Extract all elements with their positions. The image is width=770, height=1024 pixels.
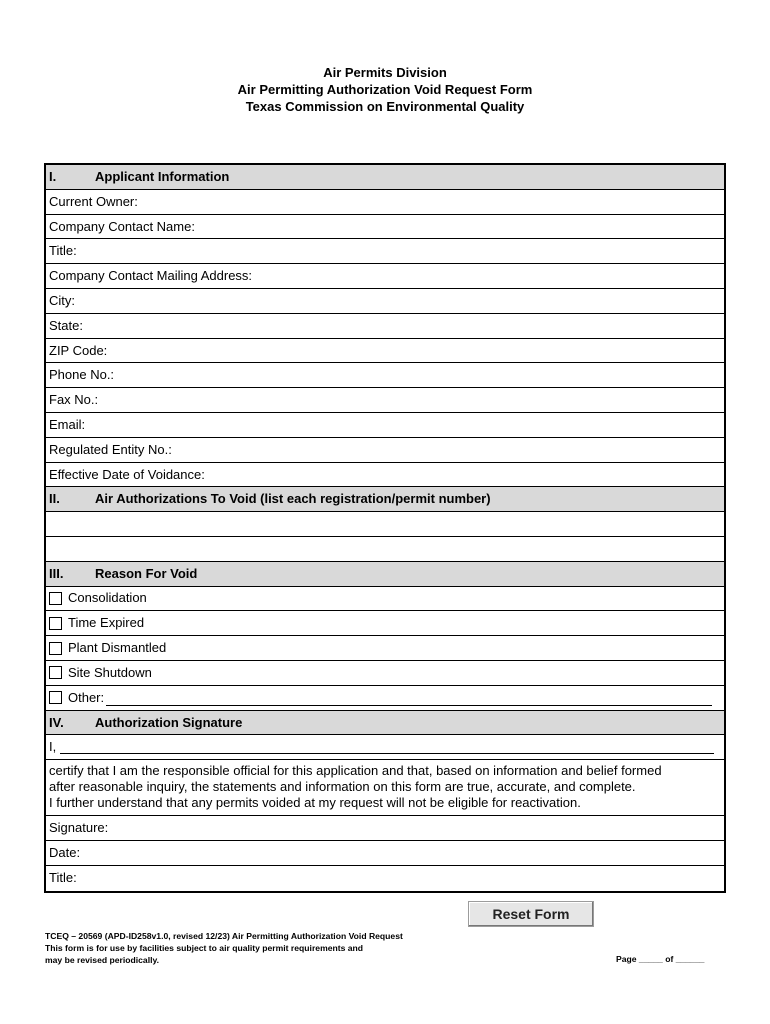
signature-field[interactable]: Signature: bbox=[46, 816, 724, 841]
page-number: Page _____ of ______ bbox=[616, 954, 705, 964]
checkbox-label: Other: bbox=[68, 689, 105, 705]
certification-line: I further understand that any permits voided at my request will not be eligible for reactivation. bbox=[49, 795, 581, 811]
section-applicant-information bbox=[46, 165, 724, 190]
regulated-entity-field[interactable]: Regulated Entity No.: bbox=[46, 438, 724, 463]
form-id-line: TCEQ – 20569 (APD-ID258v1.0, revised 12/23) Air Permitting Authorization Void Request bbox=[45, 931, 403, 941]
time-expired-checkbox[interactable] bbox=[49, 617, 62, 630]
fax-field[interactable]: Fax No.: bbox=[46, 388, 724, 413]
footer-note-line: may be revised periodically. bbox=[45, 955, 160, 965]
footer-note-line: This form is for use by facilities subject to air quality permit requirements and bbox=[45, 943, 364, 953]
checkbox-label: Consolidation bbox=[68, 590, 147, 606]
site-shutdown-checkbox[interactable] bbox=[49, 666, 62, 679]
authorization-entry-2[interactable] bbox=[46, 537, 724, 562]
reason-other bbox=[46, 686, 724, 711]
checkbox-label: Site Shutdown bbox=[68, 664, 152, 680]
form-title: Air Permitting Authorization Void Request Form bbox=[237, 82, 533, 97]
section-reason-for-void bbox=[46, 562, 724, 587]
plant-dismantled-checkbox[interactable] bbox=[49, 642, 62, 655]
reason-consolidation bbox=[46, 587, 724, 612]
title-field[interactable]: Title: bbox=[46, 239, 724, 264]
division-title: Air Permits Division bbox=[323, 65, 447, 80]
consolidation-checkbox[interactable] bbox=[49, 592, 62, 605]
signer-title-field[interactable]: Title: bbox=[49, 869, 77, 885]
effective-date-field[interactable]: Effective Date of Voidance: bbox=[46, 463, 724, 488]
city-field[interactable]: City: bbox=[46, 289, 724, 314]
other-checkbox[interactable] bbox=[49, 691, 62, 704]
section-title: Applicant Information bbox=[95, 169, 230, 184]
responsible-official-row bbox=[46, 735, 724, 760]
phone-field[interactable]: Phone No.: bbox=[46, 363, 724, 388]
other-reason-input[interactable] bbox=[106, 689, 712, 706]
section-authorization-signature bbox=[46, 711, 724, 736]
form-header bbox=[0, 64, 770, 115]
agency-title: Texas Commission on Environmental Quality bbox=[245, 99, 525, 114]
company-contact-name-field[interactable]: Company Contact Name: bbox=[46, 215, 724, 240]
section-number: II. bbox=[49, 491, 60, 507]
state-field[interactable]: State: bbox=[46, 314, 724, 339]
reset-form-button[interactable]: Reset Form bbox=[468, 901, 594, 927]
checkbox-label: Time Expired bbox=[68, 615, 145, 631]
certification-statement bbox=[46, 760, 724, 816]
mailing-address-field[interactable]: Company Contact Mailing Address: bbox=[46, 264, 724, 289]
reason-plant-dismantled bbox=[46, 636, 724, 661]
certification-line: after reasonable inquiry, the statements and information on this form are true, accurate, and complete. bbox=[49, 779, 636, 795]
email-field[interactable]: Email: bbox=[46, 413, 724, 438]
section-number: IV. bbox=[49, 714, 64, 730]
section-number: III. bbox=[49, 565, 64, 581]
responsible-official-name-input[interactable] bbox=[60, 739, 714, 754]
void-request-form bbox=[44, 163, 726, 893]
form-footer bbox=[45, 930, 403, 966]
section-title: Authorization Signature bbox=[95, 714, 243, 730]
certification-line: certify that I am the responsible official for this application and that, based on information and belief formed bbox=[49, 763, 662, 779]
section-number: I. bbox=[49, 169, 57, 184]
authorization-entry-1[interactable] bbox=[46, 512, 724, 537]
reason-time-expired bbox=[46, 611, 724, 636]
date-field[interactable]: Date: bbox=[46, 841, 724, 866]
current-owner-field[interactable]: Current Owner: bbox=[46, 190, 724, 215]
i-label: I, bbox=[49, 739, 57, 755]
checkbox-label: Plant Dismantled bbox=[68, 640, 167, 656]
section-title: Reason For Void bbox=[95, 565, 198, 581]
section-title: Air Authorizations To Void (list each registration/permit number) bbox=[95, 491, 491, 507]
zip-code-field[interactable]: ZIP Code: bbox=[46, 339, 724, 364]
section-authorizations-to-void bbox=[46, 487, 724, 512]
reason-site-shutdown bbox=[46, 661, 724, 686]
